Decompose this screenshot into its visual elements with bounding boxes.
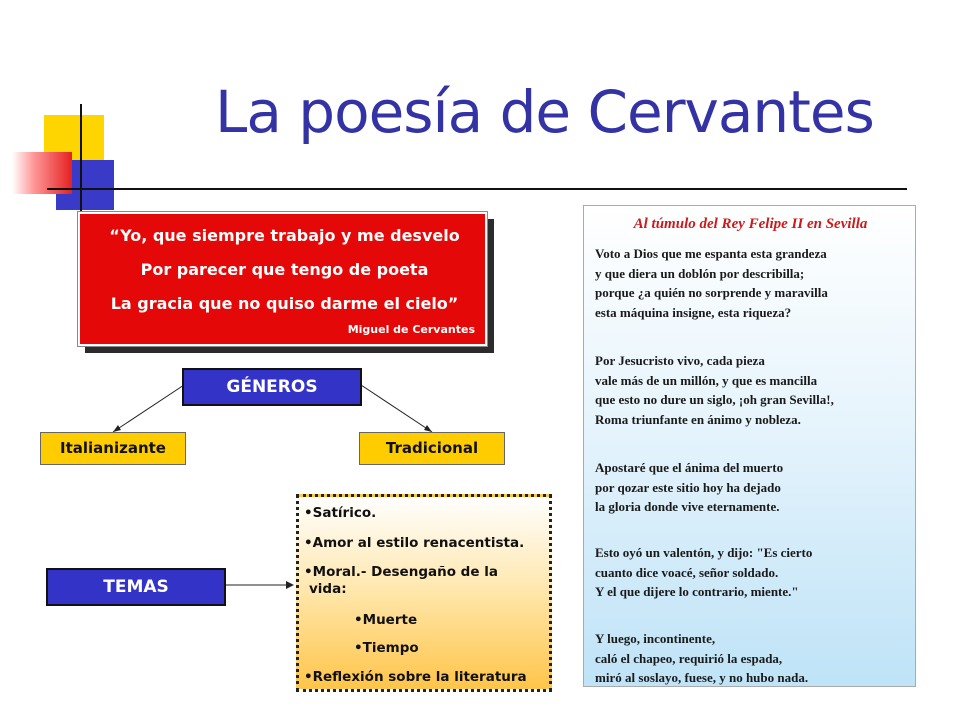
arrowhead-tradicional bbox=[424, 425, 432, 432]
temas-box: TEMAS bbox=[46, 568, 226, 606]
poem-line: esta máquina insigne, esta riqueza? bbox=[595, 304, 792, 320]
poem-stanza-3 bbox=[595, 458, 783, 517]
poem-stanza-1 bbox=[595, 244, 828, 322]
poem-line: Esto oyó un valentón, y dijo: "Es cierto bbox=[595, 545, 813, 560]
temas-list bbox=[296, 494, 552, 692]
poem-line: caló el chapeo, requirió la espada, bbox=[595, 650, 783, 666]
temas-item-reflexion: •Reflexión sobre la literatura bbox=[304, 669, 527, 685]
poem-stanza-5 bbox=[595, 629, 808, 688]
arrowhead-temas bbox=[286, 581, 294, 589]
poem-line: Y luego, incontinente, bbox=[595, 631, 716, 646]
tradicional-box: Tradicional bbox=[359, 432, 505, 465]
poem-line: Apostaré que el ánima del muerto bbox=[595, 460, 784, 475]
poem-line: por qozar este sitio hoy ha dejado bbox=[595, 479, 781, 495]
poem-line: que esto no dure un siglo, ¡oh gran Sevilla!, bbox=[595, 392, 834, 407]
poem-stanza-4 bbox=[595, 543, 812, 602]
poem-line: y que diera un doblón por describilla; bbox=[595, 265, 805, 281]
poem-line: la gloria donde vive eternamente. bbox=[595, 499, 780, 514]
temas-item-amor: •Amor al estilo renacentista. bbox=[304, 535, 525, 551]
poem-line: Y el que dijere lo contrario, miente." bbox=[595, 584, 799, 599]
poem-line: vale más de un millón, y que es mancilla bbox=[595, 372, 818, 388]
slide-title: La poesía de Cervantes bbox=[215, 78, 874, 146]
poem-title: Al túmulo del Rey Felipe II en Sevilla bbox=[633, 216, 868, 232]
italianizante-box: Italianizante bbox=[40, 432, 186, 465]
temas-item-satirico: •Satírico. bbox=[304, 505, 377, 521]
connector-generos-tradicional bbox=[361, 385, 432, 432]
generos-box: GÉNEROS bbox=[182, 368, 362, 406]
poem-stanza-2 bbox=[595, 351, 834, 429]
temas-item-moral-continued: vida: bbox=[309, 581, 347, 597]
poem-line: Roma triunfante en ánimo y nobleza. bbox=[595, 411, 801, 427]
quote-line-3: La gracia que no quiso darme el cielo” bbox=[110, 294, 459, 313]
connector-generos-italianizante bbox=[113, 385, 184, 432]
poem-line: cuanto dice voacé, señor soldado. bbox=[595, 564, 779, 580]
arrowhead-italianizante bbox=[113, 425, 121, 432]
poem-line: Por Jesucristo vivo, cada pieza bbox=[595, 353, 765, 368]
poem-line: miró al soslayo, fuese, y no hubo nada. bbox=[595, 670, 809, 685]
poem-line: Voto a Dios que me espanta esta grandeza bbox=[595, 246, 827, 261]
poem-line: porque ¿a quién no sorprende y maravilla bbox=[595, 285, 828, 300]
quote-author: Miguel de Cervantes bbox=[347, 323, 475, 336]
temas-subitem-muerte: •Muerte bbox=[354, 612, 418, 628]
temas-subitem-tiempo: •Tiempo bbox=[354, 640, 419, 656]
quote-line-2: Por parecer que tengo de poeta bbox=[140, 260, 429, 279]
poem-box bbox=[583, 205, 916, 687]
quote-line-1: “Yo, que siempre trabajo y me desvelo bbox=[109, 226, 460, 245]
temas-item-moral: •Moral.- Desengaño de la bbox=[304, 564, 498, 580]
